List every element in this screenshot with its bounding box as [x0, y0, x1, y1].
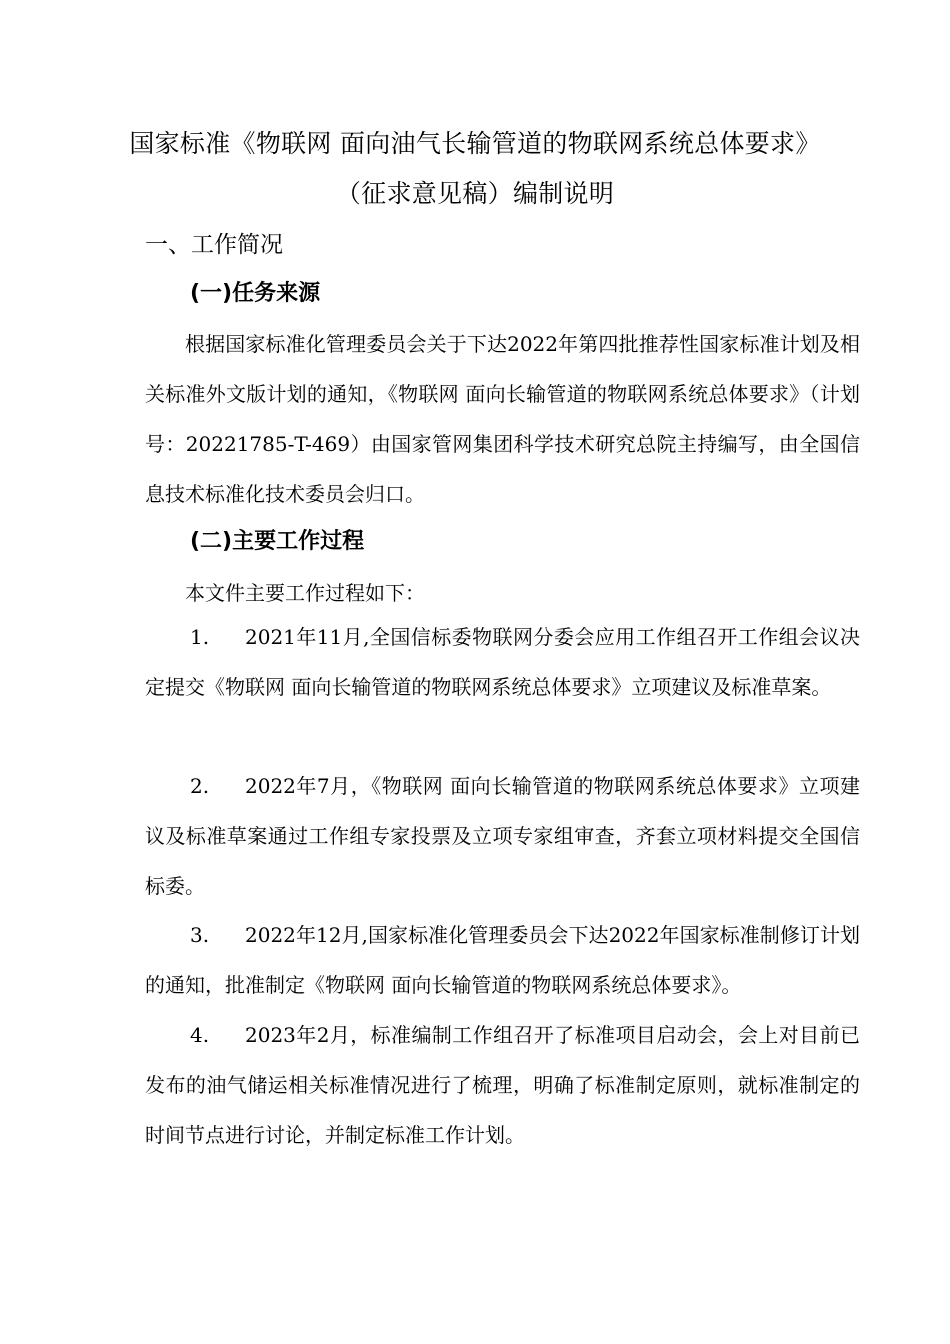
list-item-number: 3. [190, 923, 210, 947]
subsection-heading-work-process: (二)主要工作过程 [190, 529, 365, 554]
list-item-number: 2. [190, 774, 210, 798]
task-source-paragraph: 根据国家标准化管理委员会关于下达2022年第四批推荐性国家标准计划及相关标准外文版计划的通知，《物联网 面向长输管道的物联网系统总体要求》（计划号：20221785-T-469）由国家管网集团科学技术研究总院主持编写，由全国信息技术标准化技术委员会归口。 [145, 332, 860, 506]
list-item [145, 910, 860, 1010]
list-item-number: 1. [190, 625, 210, 649]
subsection-heading-task-source: (一)任务来源 [190, 281, 321, 306]
list-item-number: 4. [190, 1023, 210, 1047]
list-item-text: 2022年12月,国家标准化管理委员会下达2022年国家标准制修订计划的通知，批准制定《物联网 面向长输管道的物联网系统总体要求》。 [145, 923, 860, 997]
list-item [145, 1010, 860, 1160]
section-heading-work-overview: 一、工作简况 [145, 232, 283, 258]
list-item [145, 761, 860, 911]
list-item-text: 2022年7月，《物联网 面向长输管道的物联网系统总体要求》立项建议及标准草案通过工作组专家投票及立项专家组审查，齐套立项材料提交全国信标委。 [145, 774, 860, 898]
document-title-line1: 国家标准《物联网 面向油气长输管道的物联网系统总体要求》 [129, 129, 821, 158]
document-title-line2: （征求意见稿）编制说明 [335, 179, 615, 208]
list-item-text: 2021年11月,全国信标委物联网分委会应用工作组召开工作组会议决定提交《物联网 面向长输管道的物联网系统总体要求》立项建议及标准草案。 [145, 625, 860, 699]
list-item [145, 612, 860, 712]
list-item-text: 2023年2月，标准编制工作组召开了标准项目启动会，会上对目前已发布的油气储运相关标准情况进行了梳理，明确了标准制定原则，就标准制定的时间节点进行讨论，并制定标准工作计划。 [145, 1023, 860, 1147]
work-process-intro: 本文件主要工作过程如下： [185, 581, 425, 605]
